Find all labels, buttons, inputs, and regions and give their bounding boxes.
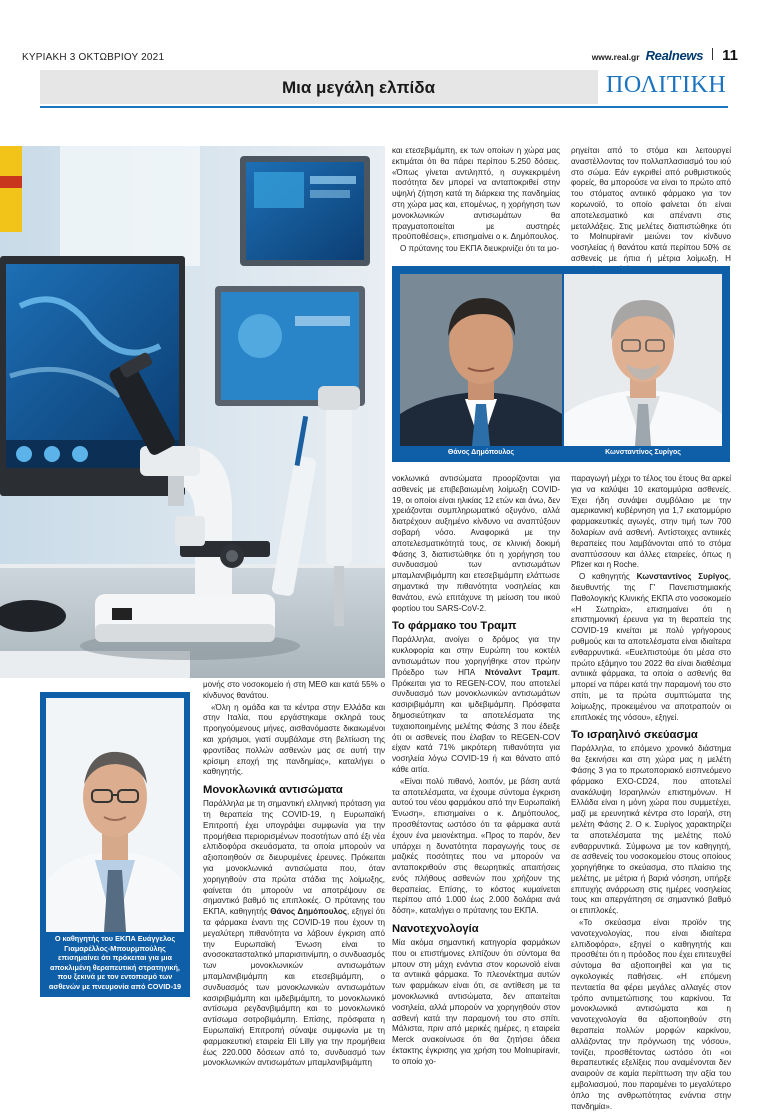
paragraph: Μία ακόμα σημαντική κατηγορία φαρμάκων που οι επιστήμονες ελπίζουν ότι σύντομα θα μπουν στη μάχη ενάντια στον κορωνοϊό είναι τα αντιιικά φάρμακα. Το πλεονέκτημα αυτών των φαρμάκων είναι ότι, σε αντίθεση με τα μονοκλωνικά αντισώματα, δεν απαιτείται νοσηλεία, αλλά μπορούν να χορηγηθούν στον ασθενή κατά την παραμονή του στο σπίτι. Μάλιστα, πριν από μερικές ημέρες, η εταιρεία Merck ανακοίνωσε ότι θα ζητήσει άδεια έκτακτης έγκρισης για χρήση του Molnupiravir, το οποίο χο- <box>392 938 560 1066</box>
page-headline: Μια μεγάλη ελπίδα <box>282 78 436 97</box>
microscope-illustration <box>0 146 385 678</box>
issue-date: ΚΥΡΙΑΚΗ 3 ΟΚΤΩΒΡΙΟΥ 2021 <box>22 52 165 63</box>
paragraph: «Όλη η ομάδα και τα κέντρα στην Ελλάδα και στην Ιταλία, που εργάστηκαμε σκληρά τους προηγούμενους μήνες, αισθανόμαστε δικαιωμένοι και χρήσιμοι, γιατί συμβάλαμε στη βελτίωση της φροντίδας πολλών ασθενών μας σε αυτή την κρίσιμη εποχή της πανδημίας», καταλήγει ο καθηγητής. <box>203 702 385 777</box>
subheading-israeli-drug: Το ισραηλινό σκεύασμα <box>571 729 698 742</box>
caption-syrigos: Κωνσταντίνος Συρίγος <box>605 449 681 456</box>
hero-lab-image <box>0 146 385 678</box>
paragraph: Παράλληλα, το επόμενο χρονικό διάστημα θα ξεκινήσει και στη χώρα μας η μελέτη Φάσης 3 για το πρωτοποριακό εισπνεόμενο φάρμακο EXO-CD24, που αποτελεί ανακάλυψη Ισραηλινών επιστημόνων. Η Ελλάδα είναι η μόνη χώρα που συμμετέχει, μαζί με ερευνητικά κέντρα στο Ισραήλ, στη μελέτη Φάσης 2. Ο κ. Συρίγος χαρακτηρίζει τα αποτελέσματα της μελέτης πολύ ενθαρρυντικά. Σύμφωνα με τον καθηγητή, σε ασθενείς του νοσοκομείου στους οποίους χορηγήθηκε το σκεύασμα, στο πλαίσιο της μελέτης, με μέτρια ή βαριά νόσηση, υπήρξε επιτυχής ανάρρωση στις ημέρες νοσηλείας τους και απεργάπηση σε σημαντικό βαθμό οι επιπλοκές. <box>571 744 731 916</box>
article-col-right-bottom <box>571 474 731 1112</box>
article-col-right-top <box>571 146 731 277</box>
header-rule <box>40 106 728 108</box>
paragraph: Ο καθηγητής Κωνσταντίνος Συρίγος, διευθυντής της Γ' Πανεπιστημιακής Παθολογικής Κλινικής ΕΚΠΑ στο νοσοκομείο «Η Σωτηρία», επισημαίνει ότι η επιστημονική έρευνα για τη θεραπεία της COVID-19 κινείται με πολύ γρήγορους ρυθμούς και τα αποτελέσματα είναι ιδιαίτερα ενθαρρυντικά. «Ευελπιστούμε ότι μέσα στο πρώτο εξάμηνο του 2022 θα είναι διαθέσιμα αντιιικά φάρμακα, τα οποία ο ασθενής θα μπορεί να πάρει κατά την παραμονή του στο σπίτι, με τα πρώτα συμπτώματα της λοίμωξης, προκειμένου να αποτραπούν οι επιπλοκές της νόσου», εξηγεί. <box>571 572 731 722</box>
paragraph: παραγωγή μέχρι το τέλος του έτους θα αρκεί για να καλύψει 10 εκατομμύρια ασθενείς. Έχει ήδη συνάψει συμβόλαιο με την αμερικανική κυβέρνηση για 1,7 εκατομμύριο φαρμακευτικές αγωγές, στην τιμή των 700 δολαρίων ανά ασθενή. Αντίστοιχες αντιιικές θεραπείες που λαμβάνονται από το στόμα αναπτύσσουν και άλλες εταιρείες, όπως η Pfizer και η Roche. <box>571 474 731 570</box>
caption-dimopoulos: Θάνος Δημόπουλος <box>447 449 515 456</box>
article-col-mid-bottom <box>392 474 560 1069</box>
page-number: 11 <box>722 47 738 64</box>
paragraph: «Είναι πολύ πιθανό, λοιπόν, με βάση αυτά τα αποτελέσματα, να έχουμε σύντομα έγκριση αυτού του νέου φαρμάκου από την Ευρωπαϊκή Ένωση», επισημαίνει ο κ. Δημόπουλος, προσθέτοντας ωστόσο ότι τα φάρμακα αυτά έχουν ένα μειονέκτημα. «Προς το παρόν, δεν υπάρχει η δυνατότητα παραγωγής τους σε μαζικές ποσότητες που να μπορούν να ανταποκριθούν στις θεωρητικές απαιτήσεις ενός πλήθους ασθενών που χρήζουν της θεραπείας. Επίσης, το κόστος κυμαίνεται περίπου από 1.000 έως 2.000 δολάρια ανά δόση», καταλήγει ο πρύτανης του ΕΚΠΑ. <box>392 776 560 916</box>
header-divider <box>712 48 713 60</box>
article-col-mid-top <box>392 146 560 256</box>
portrait-dimopoulos <box>400 274 562 446</box>
paragraph: και ετεσεβιμάμπη, εκ των οποίων η χώρα μας εκτιμάται ότι θα πάρει περίπου 5.250 δόσεις. «Όπως γίνεται αντιληπτό, η συγκεκριμένη ποσότητα δεν μπορεί να ανταποκριθεί στην υψηλή ζήτηση κατά τη διάρκεια της πανδημίας στη χώρα μας και, επομένως, η χορήγηση των μονοκλωνικών αντισωμάτων θα πραγματοποιείται με αυστηρές προϋποθέσεις», επισημαίνει ο κ. Δημόπουλος. <box>392 146 560 242</box>
section-name: ΠΟΛΙΤΙΚΗ <box>606 72 727 98</box>
subheading-monoclonal: Μονοκλωνικά αντισώματα <box>203 784 343 797</box>
paragraph: Ο πρύτανης του ΕΚΠΑ διευκρινίζει ότι τα μο- <box>400 244 560 254</box>
portrait-giamarellos <box>40 692 190 932</box>
masthead <box>592 47 738 64</box>
portraits-panel <box>392 266 730 462</box>
paragraph: ρηγείται από το στόμα και λειτουργεί αναστέλλοντας τον πολλαπλασιασμό του ιού στο σώμα. Εάν εγκριθεί από ρυθμιστικούς φορείς, θα μπορούσε να είναι το πρώτο από του στόματος αντιιικό φάρμακο για τον κορωνοϊό, το οποίο φαίνεται ότι είναι αποτελεσματικό και απέναντι στις μεταλλάξεις. Στις μελέτες διαπιστώθηκε ότι το Molnupiravir μειώνει τον κίνδυνο νοσηλείας ή θανάτου κατά περίπου 50% σε ασθενείς με ήπια ή μέτρια λοίμωξη. Η <box>571 146 731 263</box>
subheading-trump-drug: Το φάρμακο του Τραμπ <box>392 620 517 633</box>
paragraph: Παράλληλα με τη σημαντική ελληνική πρόταση για τη θεραπεία της COVID-19, η Ευρωπαϊκή Επιτροπή έχει υπογράψει συμφωνία για την προμήθεια περιορισμένων ποσοτήτων από έξι νέα ελπιδοφόρα σκευάσματα, τα οποία μπορούν να αξιοποιηθούν σε διευρυμένες έρευνες. Πρόκειται για μονοκλωνικά αντισώματα που, όταν χορηγηθούν στα πρώτα στάδια της λοίμωξης, φαίνεται ότι μπορούν να αποτρέψουν σε σημαντικό βαθμό τις επιπλοκές. Ο πρύτανης του ΕΚΠΑ, καθηγητής Θάνος Δημόπουλος, εξηγεί ότι τα φάρμακα έναντι της COVID-19 που έχουν τη μεγαλύτερη πιθανότητα να λάβουν έγκριση από την Ευρωπαϊκή Ένωση είναι το ανοσοκατασταλτικό μπαρισιτινίμπη, ο συνδυασμός των μονοκλωνικών αντισωμάτων μπαμλανιβιμάμπη και ετεσεβιμάμπη, ο συνδυασμός των μονοκλωνικών αντισωμάτων κασιριβιμάμπη και ιμδεβιμάμπη, το μονοκλωνικό αντίσωμα ρεγδανβιμάμπη και το μονοκλωνικό αντίσωμα σοτροβιμάμπη. Επίσης, πρόσφατα η Ευρωπαϊκή Επιτροπή σύναψε συμφωνία με τη φαρμακευτική εταιρεία Eli Lilly για την προμήθεια έως 220.000 δόσεων από το, συνδυασμό των μονοκλωνικών αντισωμάτων μπαμλανιβιμάμπη <box>203 799 385 1068</box>
paragraph: νοκλωνικά αντισώματα προορίζονται για ασθενείς με επιβεβαιωμένη λοίμωξη COVID-19, οι οποίοι είναι ηλικίας 12 ετών και άνω, δεν χρειάζονται συμπληρωματικό οξυγόνο, αλλά διατρέχουν αυξημένο κίνδυνο να αναπτύξουν σοβαρή νόσο. Αναφορικά με την αποτελεσματικότητά τους, σε κλινική δοκιμή Φάσης 3, διαπιστώθηκε ότι η χορήγηση του συνδυασμού των αντισωμάτων μπαμλανιβιμάμπη και ετεσεβιμάμπη ελάττωσε σημαντικά την πιθανότητα νοσηλείας και θανάτου, ενώ επιτάχυνε τη μείωση του ιικού φορτίου του SARS-CoV-2. <box>392 474 560 613</box>
portrait-caption: Ο καθηγητής του ΕΚΠΑ Ευάγγελος Γιαμαρέλλος-Μπουρμπούλης επισημαίνει ότι πρόκειται για μια αποκλιμένη θεραπευτική στρατηγική, που ξεκινά με τον εντοπισμό των ασθενών με πνευμονία από COVID-19 <box>48 934 182 991</box>
paragraph: μονής στο νοσοκομείο ή στη ΜΕΘ και κατά 55% ο κίνδυνος θανάτου. <box>203 680 385 700</box>
subheading-nanotech: Νανοτεχνολογία <box>392 923 479 936</box>
portrait-syrigos <box>564 274 722 446</box>
portrait-giamarellos-frame <box>40 692 190 997</box>
site-url[interactable]: www.real.gr <box>591 52 640 62</box>
paragraph: «Το σκεύασμα είναι προϊόν της νανοτεχνολογίας, που είναι ιδιαίτερα ελπιδοφόρα», εξηγεί ο καθηγητής και προσθέτει ότι η πρόοδος που έχει επιτευχθεί σύντομα θα αξιοποιηθεί και για τις ογκολογικές παθήσεις. «Η επόμενη πενταετία θα φέρει μεγάλες αλλαγές στον τρόπο αντιμετώπισης του καρκίνου. Τα μονοκλωνικά αντισώματα και η νανοτεχνολογία θα αξιοποιηθούν στη θεραπεία πολλών μορφών καρκίνου, αλλάζοντας την πρόγνωση της νόσου», τονίζει, προσθέτοντας ωστόσο ότι «οι θεραπευτικές εξελίξεις που αναμένονται δεν αναιρούν σε καμία περίπτωση την αξία του εμβολιασμού, που παραμένει το μεγαλύτερο όπλο της ανθρωπότητας ενάντια στην πανδημία». <box>571 918 731 1111</box>
paragraph: Παράλληλα, ανοίγει ο δρόμος για την κυκλοφορία και στην Ευρώπη του κοκτέιλ αντισωμάτων που χορηγήθηκε στον πρώην Πρόεδρο των ΗΠΑ Ντόναλντ Τραμπ. Πρόκειται για το REGEN-COV, που αποτελεί συνδυασμό των μονοκλωνικών αντισωμάτων κασιριβιμάμπη και ιμδεβιμάμπη. Πρόσφατα δημοσιεύτηκαν τα αποτελέσματα της τυχαιοποιημένης μελέτης Φάσης 3 που έδειξε ότι οι ασθενείς που έλαβαν το REGEN-COV είχαν κατά 71% μικρότερη πιθανότητα για νοσηλεία λόγω COVID-19 ή και θάνατο από κάθε αιτία. <box>392 635 560 774</box>
article-col-left <box>203 680 385 1070</box>
brand-logo: Realnews <box>645 48 704 63</box>
